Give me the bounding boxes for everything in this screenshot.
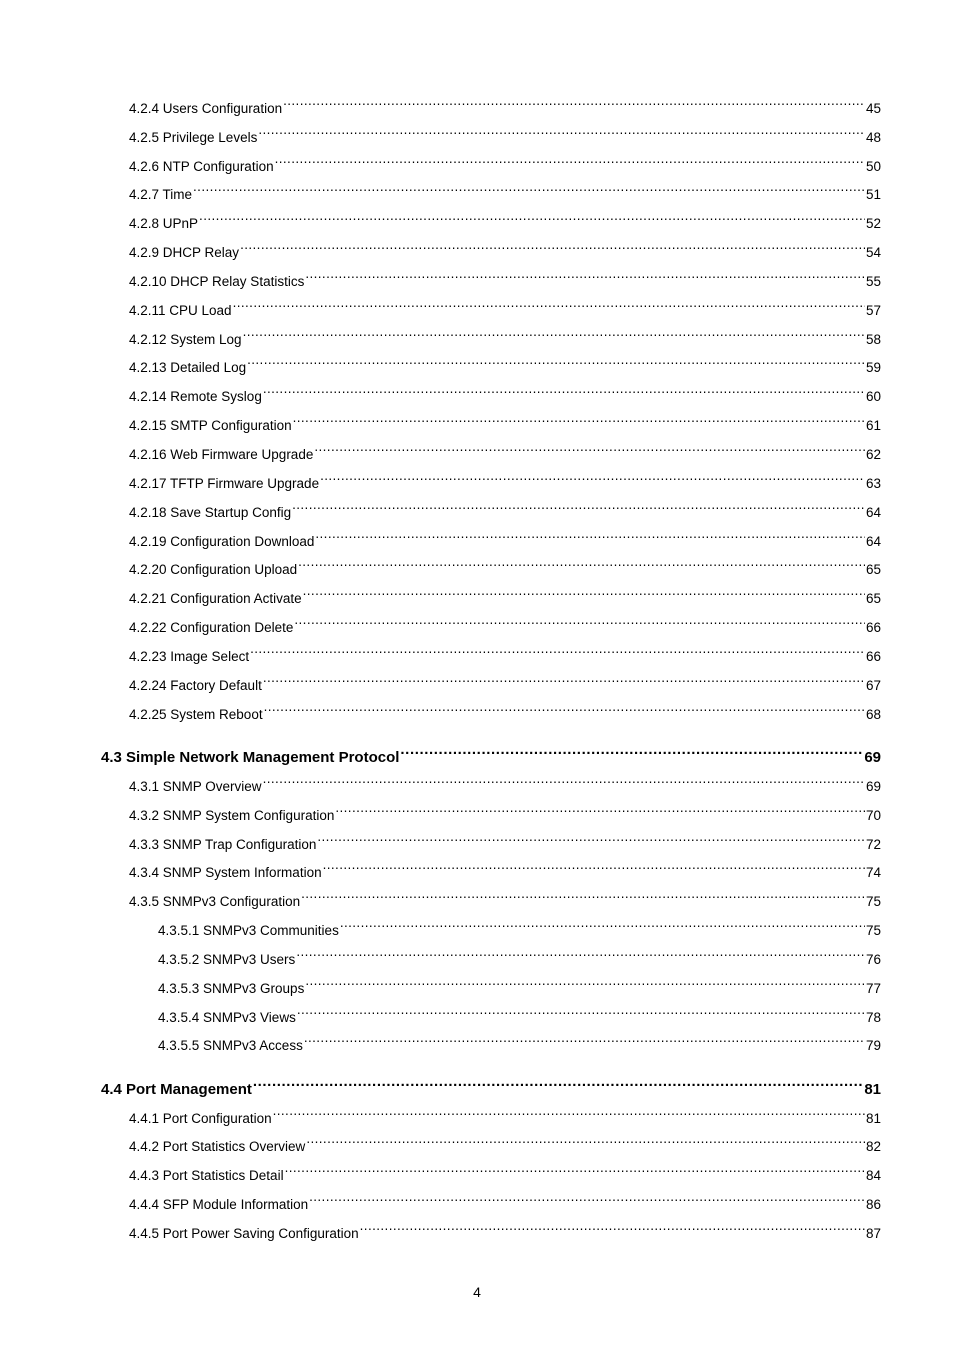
toc-entry-page: 61 xyxy=(865,418,881,433)
toc-entry-page: 58 xyxy=(865,332,881,347)
dot-leader xyxy=(400,744,863,762)
toc-entry-title: 4.2.12 System Log xyxy=(129,332,242,347)
toc-entry-page: 81 xyxy=(865,1111,881,1126)
dot-leader xyxy=(360,1220,865,1238)
dot-leader xyxy=(258,124,865,142)
toc-entry-page: 79 xyxy=(865,1038,881,1053)
dot-leader xyxy=(301,888,865,906)
toc-entry-page: 59 xyxy=(865,360,881,375)
toc-entry[interactable] xyxy=(129,499,881,522)
dot-leader xyxy=(263,672,865,690)
toc-subentry[interactable] xyxy=(158,946,881,969)
dot-leader xyxy=(306,1133,865,1151)
toc-entry-page: 66 xyxy=(865,649,881,664)
toc-entry-page: 62 xyxy=(865,447,881,462)
toc-entry-title: 4.2.10 DHCP Relay Statistics xyxy=(129,274,305,289)
dot-leader xyxy=(320,470,865,488)
toc-entry-page: 86 xyxy=(865,1197,881,1212)
toc-entry-title: 4.4.2 Port Statistics Overview xyxy=(129,1139,306,1154)
dot-leader xyxy=(240,239,865,257)
dot-leader xyxy=(293,412,865,430)
toc-subentry[interactable] xyxy=(158,1004,881,1027)
toc-entry[interactable] xyxy=(129,354,881,377)
toc-entry-title: 4.3.5.2 SNMPv3 Users xyxy=(158,952,296,967)
dot-leader xyxy=(233,297,865,315)
toc-entry-title: 4.3.5.1 SNMPv3 Communities xyxy=(158,923,339,938)
dot-leader xyxy=(340,917,865,935)
toc-entry-page: 82 xyxy=(865,1139,881,1154)
dot-leader xyxy=(250,643,865,661)
dot-leader xyxy=(298,556,865,574)
dot-leader xyxy=(283,95,865,113)
toc-entry-page: 54 xyxy=(865,245,881,260)
toc-entry[interactable] xyxy=(129,326,881,349)
toc-entry-title: 4.2.6 NTP Configuration xyxy=(129,159,274,174)
toc-entry-page: 74 xyxy=(865,865,881,880)
toc-entry[interactable] xyxy=(129,181,881,204)
dot-leader xyxy=(314,441,865,459)
toc-entry-page: 69 xyxy=(865,779,881,794)
toc-entry-title: 4.2.15 SMTP Configuration xyxy=(129,418,292,433)
toc-entry-title: 4.4.4 SFP Module Information xyxy=(129,1197,309,1212)
toc-entry[interactable] xyxy=(129,268,881,291)
toc-entry[interactable] xyxy=(129,773,881,796)
toc-entry-title: 4.2.8 UPnP xyxy=(129,216,199,231)
dot-leader xyxy=(275,153,865,171)
toc-entry-page: 45 xyxy=(865,101,881,116)
toc-entry[interactable] xyxy=(129,528,881,551)
toc-entry-title: 4.3.2 SNMP System Configuration xyxy=(129,808,335,823)
toc-entry-title: 4.4 Port Management xyxy=(101,1081,252,1098)
dot-leader xyxy=(303,585,865,603)
page-number: 4 xyxy=(473,1284,481,1300)
toc-entry-page: 69 xyxy=(864,749,881,766)
toc-entry-page: 50 xyxy=(865,159,881,174)
toc-entry-title: 4.2.22 Configuration Delete xyxy=(129,620,294,635)
dot-leader xyxy=(297,1004,865,1022)
toc-entry-page: 55 xyxy=(865,274,881,289)
dot-leader xyxy=(263,773,865,791)
toc-entry-page: 66 xyxy=(865,620,881,635)
dot-leader xyxy=(294,614,865,632)
toc-entry-page: 68 xyxy=(865,707,881,722)
toc-entry-title: 4.2.21 Configuration Activate xyxy=(129,591,302,606)
toc-entry[interactable] xyxy=(129,585,881,608)
dot-leader xyxy=(247,354,865,372)
toc-entry[interactable] xyxy=(129,470,881,493)
toc-entry-title: 4.2.23 Image Select xyxy=(129,649,250,664)
toc-entry-title: 4.3.5.4 SNMPv3 Views xyxy=(158,1010,296,1025)
toc-entry[interactable] xyxy=(129,239,881,262)
dot-leader xyxy=(315,528,865,546)
toc-entry-page: 60 xyxy=(865,389,881,404)
toc-entry-title: 4.3.4 SNMP System Information xyxy=(129,865,322,880)
toc-entry-title: 4.3.5 SNMPv3 Configuration xyxy=(129,894,301,909)
toc-entry[interactable] xyxy=(129,831,881,854)
toc-entry-title: 4.4.1 Port Configuration xyxy=(129,1111,272,1126)
toc-entry[interactable] xyxy=(129,124,881,147)
toc-entry-page: 64 xyxy=(865,505,881,520)
dot-leader xyxy=(273,1105,865,1123)
toc-entry-title: 4.2.25 System Reboot xyxy=(129,707,263,722)
toc-entry-page: 70 xyxy=(865,808,881,823)
toc-entry[interactable] xyxy=(129,1220,881,1243)
dot-leader xyxy=(304,1032,865,1050)
toc-entry-title: 4.2.13 Detailed Log xyxy=(129,360,247,375)
dot-leader xyxy=(335,802,865,820)
toc-subentry[interactable] xyxy=(158,917,881,940)
toc-entry[interactable] xyxy=(129,153,881,176)
toc-section-heading[interactable] xyxy=(101,1076,881,1099)
toc-entry-page: 76 xyxy=(865,952,881,967)
toc-entry[interactable] xyxy=(129,888,881,911)
toc-entry[interactable] xyxy=(129,556,881,579)
dot-leader xyxy=(263,383,865,401)
toc-entry-title: 4.2.5 Privilege Levels xyxy=(129,130,258,145)
toc-entry-page: 77 xyxy=(865,981,881,996)
dot-leader xyxy=(193,181,865,199)
toc-entry-title: 4.4.3 Port Statistics Detail xyxy=(129,1168,284,1183)
toc-entry-page: 81 xyxy=(864,1081,881,1098)
toc-entry-title: 4.2.17 TFTP Firmware Upgrade xyxy=(129,476,320,491)
dot-leader xyxy=(285,1162,865,1180)
toc-entry-page: 65 xyxy=(865,562,881,577)
toc-entry[interactable] xyxy=(129,1105,881,1128)
dot-leader xyxy=(309,1191,865,1209)
toc-entry-title: 4.2.16 Web Firmware Upgrade xyxy=(129,447,314,462)
toc-entry-title: 4.2.14 Remote Syslog xyxy=(129,389,262,404)
dot-leader xyxy=(296,946,865,964)
dot-leader xyxy=(264,701,865,719)
toc-entry[interactable] xyxy=(129,614,881,637)
toc-entry[interactable] xyxy=(129,701,881,724)
toc-entry[interactable] xyxy=(129,383,881,406)
toc-entry-page: 51 xyxy=(865,187,881,202)
toc-entry-title: 4.3.1 SNMP Overview xyxy=(129,779,262,794)
toc-entry-title: 4.2.24 Factory Default xyxy=(129,678,262,693)
toc-entry-page: 52 xyxy=(865,216,881,231)
dot-leader xyxy=(243,326,865,344)
toc-entry-title: 4.2.7 Time xyxy=(129,187,193,202)
toc-entry[interactable] xyxy=(129,1162,881,1185)
dot-leader xyxy=(292,499,865,517)
toc-entry[interactable] xyxy=(129,1133,881,1156)
toc-entry[interactable] xyxy=(129,412,881,435)
toc-entry-page: 57 xyxy=(865,303,881,318)
toc-entry-page: 67 xyxy=(865,678,881,693)
dot-leader xyxy=(305,268,865,286)
toc-subentry[interactable] xyxy=(158,975,881,998)
dot-leader xyxy=(253,1076,863,1094)
toc-entry[interactable] xyxy=(129,672,881,695)
toc-entry[interactable] xyxy=(129,441,881,464)
toc-entry-title: 4.2.19 Configuration Download xyxy=(129,534,315,549)
toc-entry-title: 4.3 Simple Network Management Protocol xyxy=(101,749,400,766)
toc-entry[interactable] xyxy=(129,1191,881,1214)
toc-entry-title: 4.2.9 DHCP Relay xyxy=(129,245,240,260)
toc-entry-title: 4.3.5.3 SNMPv3 Groups xyxy=(158,981,305,996)
toc-entry-page: 65 xyxy=(865,591,881,606)
toc-entry-title: 4.2.4 Users Configuration xyxy=(129,101,283,116)
toc-entry-page: 84 xyxy=(865,1168,881,1183)
toc-entry-page: 48 xyxy=(865,130,881,145)
toc-entry[interactable] xyxy=(129,802,881,825)
toc-entry-page: 75 xyxy=(865,923,881,938)
toc-entry[interactable] xyxy=(129,95,881,118)
dot-leader xyxy=(323,859,865,877)
toc-entry-title: 4.2.20 Configuration Upload xyxy=(129,562,298,577)
toc-subentry[interactable] xyxy=(158,1032,881,1055)
dot-leader xyxy=(317,831,865,849)
toc-entry[interactable] xyxy=(129,643,881,666)
dot-leader xyxy=(305,975,865,993)
toc-entry-title: 4.2.18 Save Startup Config xyxy=(129,505,292,520)
toc-entry-page: 72 xyxy=(865,837,881,852)
toc-entry[interactable] xyxy=(129,859,881,882)
toc-entry-page: 75 xyxy=(865,894,881,909)
toc-entry[interactable] xyxy=(129,210,881,233)
dot-leader xyxy=(199,210,865,228)
toc-entry-page: 63 xyxy=(865,476,881,491)
toc-entry-title: 4.4.5 Port Power Saving Configuration xyxy=(129,1226,359,1241)
toc-entry-title: 4.3.3 SNMP Trap Configuration xyxy=(129,837,317,852)
toc-entry-page: 87 xyxy=(865,1226,881,1241)
toc-entry-title: 4.2.11 CPU Load xyxy=(129,303,232,318)
toc-entry-title: 4.3.5.5 SNMPv3 Access xyxy=(158,1038,303,1053)
toc-entry-page: 64 xyxy=(865,534,881,549)
toc-section-heading[interactable] xyxy=(101,744,881,767)
toc-entry-page: 78 xyxy=(865,1010,881,1025)
toc-entry[interactable] xyxy=(129,297,881,320)
